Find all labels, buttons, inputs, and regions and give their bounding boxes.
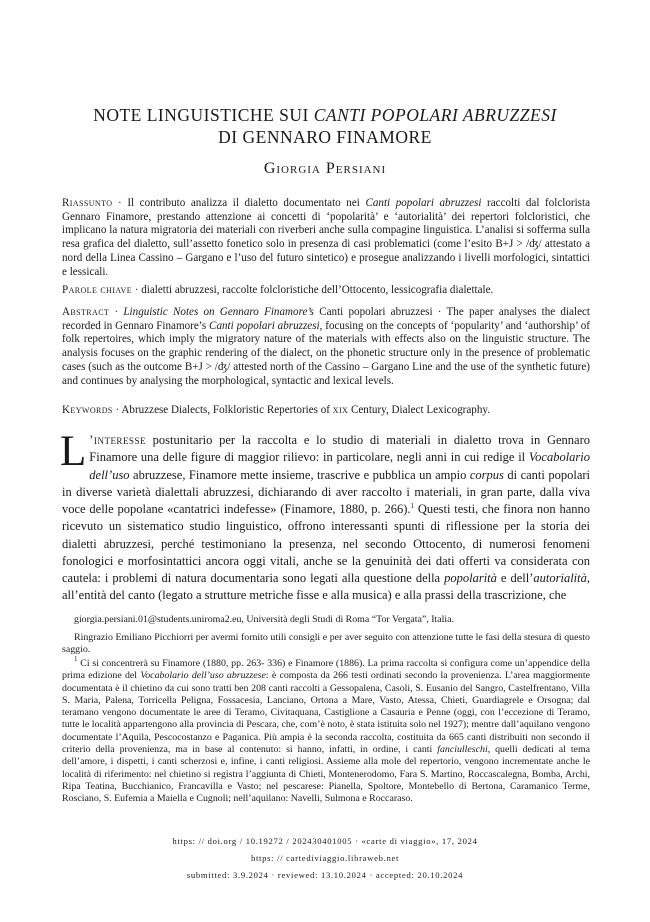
footnote-number: 1 — [74, 655, 78, 663]
author-name: Giorgia Persiani — [263, 160, 387, 177]
parole-chiave-paragraph: Parole chiave · dialetti abruzzesi, raccolte folcloristiche dell’Ottocento, lessicografia dialettale. — [62, 284, 494, 296]
footer-website: https: // cartediviaggio.libraweb.net — [250, 853, 400, 863]
article-title — [40, 104, 610, 148]
parole-chiave-label: Parole chiave — [62, 284, 132, 296]
riassunto-label: Riassunto — [62, 197, 113, 209]
author-affiliation: giorgia.persiani.01@students.uniroma2.eu, Università degli Studi di Roma “Tor Vergata”, Italia. — [74, 614, 455, 625]
title-italic: CANTI POPOLARI ABRUZZESI — [313, 105, 557, 125]
drop-cap: L — [60, 428, 87, 475]
acknowledgements: Ringrazio Emiliano Picchiorri per avermi fornito utili consigli e per aver seguito con attenzione tutte le fasi della stesura di questo saggio. — [62, 632, 590, 656]
riassunto-paragraph: Riassunto · Il contributo analizza il dialetto documentato nei Canti popolari abruzzesi raccolti dal folclorista Gennaro Finamore, prestando attenzione ai concetti di ‘popolarità’ e ‘autorialità’ dei repertori folcloristici, che implicano la natura migratoria dei materiali con riverberi anche sulla compagine linguistica. L’analisi si sofferma sulla resa grafica del dialetto, sull’assetto fonetico solo in presenza di casi problematici (come l’esito B+J > /ʤ/ attestato a nord della Linea Cassino – Gargano e l’uso del futuro sintetico) e prosegue analizzando i livelli morfologici, sintattici e lessicali. — [62, 197, 591, 278]
abstract-paragraph: Abstract · Linguistic Notes on Gennaro Finamore’s Canti popolari abruzzesi · The paper analyses the dialect recorded in Gennaro Finamore’s Canti popolari abruzzesi, focusing on the concepts of ‘popularity’ and ‘authorship’ of folk repertoires, which imply the migratory nature of the materials with effects also on the linguistic structure. The analysis focuses on the graphic rendering of the dialect, on the phonetic structure only in the presence of problematic cases (such as the outcome B+J > /ʤ/ attested north of the Cassino – Gargano Line and the use of the synthetic future) and continues by analysing the morphological, syntactic and lexical levels. — [62, 306, 590, 387]
keywords-label: Keywords — [62, 404, 113, 416]
title-line-2: DI GENNARO FINAMORE — [218, 127, 432, 147]
footer-dates: submitted: 3.9.2024 · reviewed: 13.10.2024 · accepted: 20.10.2024 — [186, 870, 464, 880]
footnote-ref[interactable]: 1 — [410, 502, 414, 510]
keywords-paragraph: Keywords · Abruzzese Dialects, Folkloristic Repertories of xix Century, Dialect Lexicography. — [62, 404, 490, 416]
footer-doi: https: // doi.org / 10.19272 / 202430401005 · «carte di viaggio», 17, 2024 — [172, 836, 478, 846]
title-line-1: NOTE LINGUISTICHE SUI CANTI POPOLARI ABRUZZESI — [93, 105, 557, 125]
body-paragraph: L ’interesse postunitario per la raccolta e lo studio di materiali in dialetto trova in Gennaro Finamore una delle figure di maggior rilievo: in particolare, negli anni in cui redige il Vocabolario dell’uso abruzzese, Finamore mette insieme, trascrive e pubblica un ampio corpus di canti popolari in diverse varietà dialettali abruzzesi, dichiarando di aver raccolto i materiali, in gran parte, dalla viva voce delle popolane «cantatrici indefesse» (Finamore, 1880, p. 266).$^1$ Questi testi, che finora non hanno ricevuto un sistematico studio linguistico, offrono interessanti spunti di riflessione per la storia dei dialetti abruzzesi, perché testimoniano la presenza, nel secondo Ottocento, di numerosi fenomeni fonologici e morfosintattici ancora oggi vitali, anche se la genuinità dei dati offerti va considerata con cautela: i problemi di natura documentaria sono legati alla questione della popolarità e dell’autorialità, all’entità del canto (legato a strutture metriche fisse e alla musica) e alla prassi della trascrizione, che — [60, 428, 590, 603]
abstract-label: Abstract — [62, 306, 110, 318]
footnote-1: $^1$ Ci si concentrerà su Finamore (1880, pp. 263- 336) e Finamore (1886). La prima raccolta si configura come un’appendice della prima edizione del Vocabolario dell’uso abruzzese: è composta da 266 testi ordinati secondo la provenienza. L’area maggiormente documentata è il chietino da cui sono tratti ben 208 canti raccolti a Gessopalena, Casoli, S. Eusanio del Sangro, Castelfrentano, Villa S. Maria, Palena, Torricella Peligna, Fossacesia, Lanciano, Ortona a Mare, Vasto, Atessa, Chieti, Guardiagrele e Orsogna; dal teramano vengono documentate le aree di Teramo, Civitaquana, Castiglione a Casauria e Penne (oggi, con l’eccezione di Teramo, tutte le località appartengono alla provincia di Pescara, che, com’è noto, è stata istituita solo nel 1927); mentre dall’aquilano vengono documentate l’Aquila, Pescocostanzo e Paganica. Più ampia è la seconda raccolta, costituita da 665 canti distribuiti non secondo il criterio della provenienza, ma in base al contenuto: si hanno, infatti, in ordine, i canti fanciulleschi, quelli dedicati al tema dell’amore, i dispetti, i canti scherzosi e, infine, i canti religiosi. Assieme alla mole del repertorio, vengono incrementate anche le località di riferimento: nel chietino si registra l’aggiunta di Chieti, Montenerodomo, Fara S. Martino, Roccascalegna, Bomba, Archi, Ripa Teatina, Bucchianico, Francavilla e Vasto; nel pescarese: Pianella, Spoltore, Montebello di Bertona, Caramanico Terme, Rosciano, S. Eufemia a Maiella e Cugnoli; nell’aquilano: Navelli, Sulmona e Roccaraso. — [62, 655, 591, 805]
